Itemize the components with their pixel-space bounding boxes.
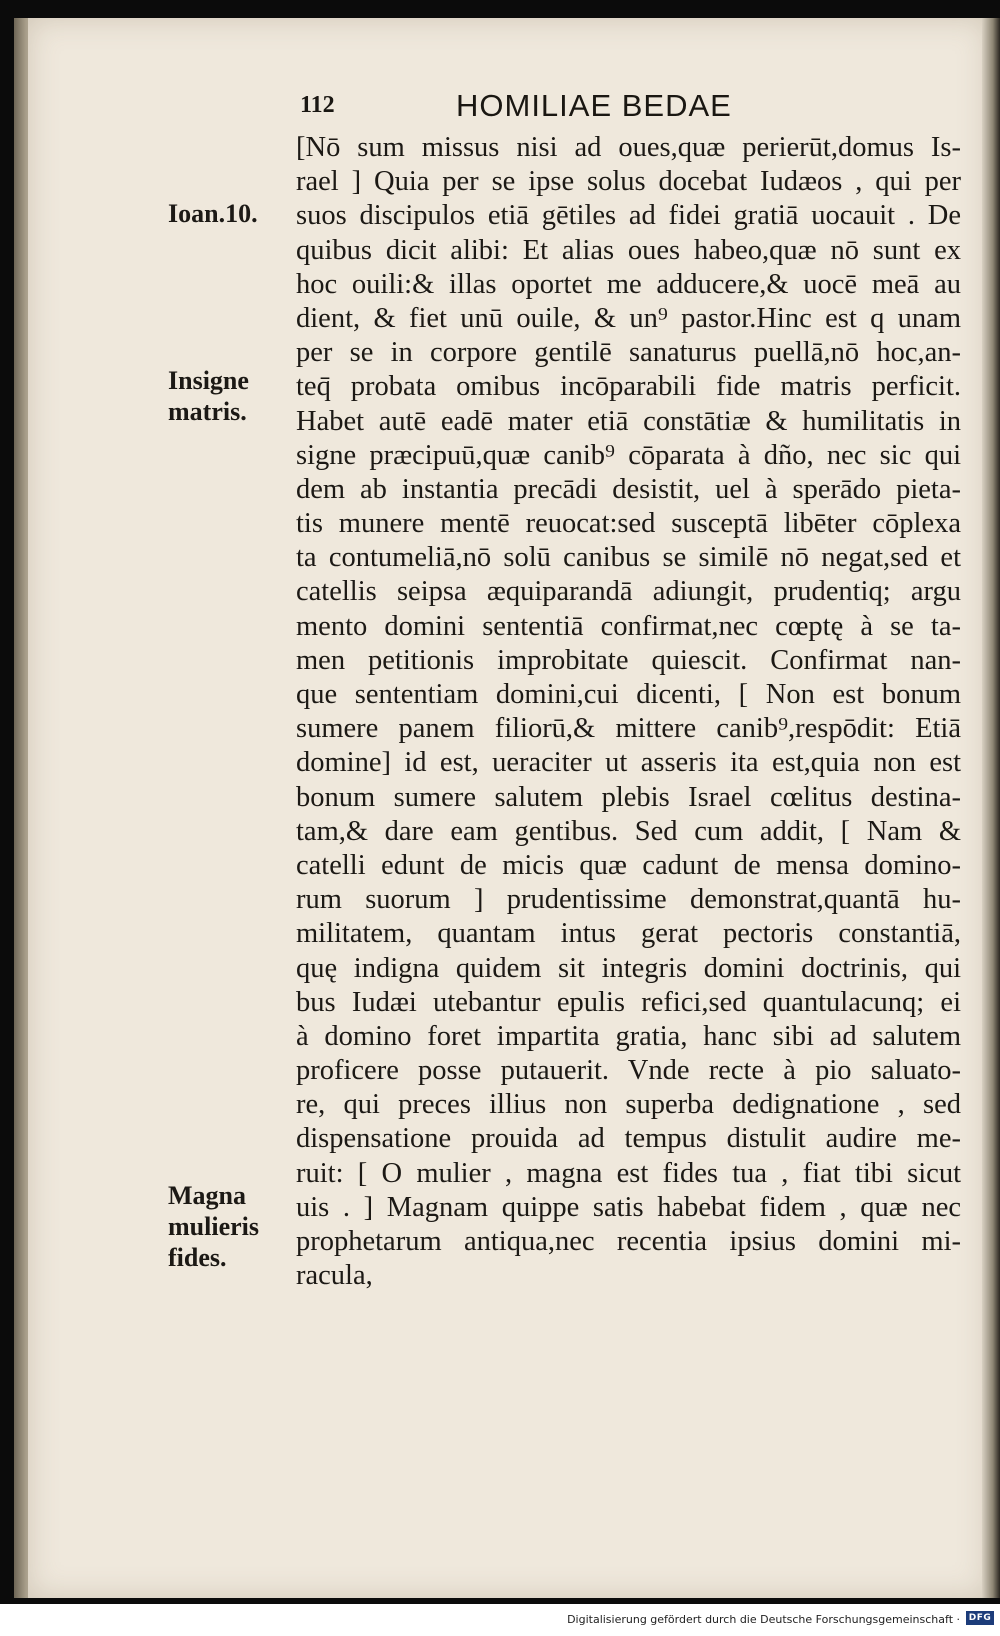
marginal-note-line: Magna: [168, 1181, 246, 1210]
marginal-note: [168, 1180, 288, 1273]
text-line: dispensatione prouida ad tempus distulit audire me-: [296, 1123, 961, 1155]
text-line: uis . ] Magnam quippe satis habebat fidem , quæ nec: [296, 1191, 961, 1223]
dfg-logo: DFG: [966, 1611, 994, 1625]
text-line: ta contumeliā,nō solū canibus se similē nō negat,sed et: [296, 542, 961, 574]
text-line: rael ] Quia per se ipse solus docebat Iudæos , qui per: [296, 166, 961, 198]
text-line: sumere panem filiorū,& mittere canib⁹,respōdit: Etiā: [296, 713, 961, 745]
text-line: hoc ouili:& illas oportet me adducere,& uocē meā au: [296, 268, 961, 300]
page-edge: [982, 18, 1000, 1598]
text-line: bus Iudæi utebantur epulis refici,sed quantulacunq; ei: [296, 986, 961, 1018]
marginal-note-line: mulieris: [168, 1212, 259, 1241]
text-line: dient, & fiet unū ouile, & un⁹ pastor.Hinc est q unam: [296, 302, 961, 334]
text-line: mento domini sententiā confirmat,nec cœptę à se ta-: [296, 610, 961, 642]
text-line: rum suorum ] prudentissime demonstrat,quantā hu-: [296, 884, 961, 916]
text-line: catelli edunt de micis quæ cadunt de mensa domino-: [296, 849, 961, 881]
text-line: militatem, quantam intus gerat pectoris constantiā,: [296, 918, 961, 950]
digitization-note: Digitalisierung gefördert durch die Deutsche Forschungsgemeinschaft ·: [567, 1613, 960, 1626]
text-line: dem ab instantia precādi desistit, uel à sperādo pieta-: [296, 473, 961, 505]
text-line: suos discipulos etiā gētiles ad fidei gratiā uocauit . De: [296, 200, 961, 232]
text-line: catellis seipsa æquiparandā adiungit, prudentiq; argu: [296, 576, 961, 608]
text-line: [Nō sum missus nisi ad oues,quæ perierūt,domus Is-: [296, 132, 961, 163]
text-line: domine] id est, ueraciter ut asseris ita est,quia non est: [296, 747, 961, 779]
catchword: racula,: [296, 1260, 373, 1292]
text-line: ruit: [ O mulier , magna est fides tua , fiat tibi sicut: [296, 1157, 961, 1189]
text-line: tis munere mentē reuocat:sed susceptā libēter cōplexa: [296, 508, 961, 540]
text-line: re, qui preces illius non superba dedignatione , sed: [296, 1089, 961, 1121]
text-line: Habet autē eadē mater etiā constātiæ & humilitatis in: [296, 405, 961, 437]
text-line: quibus dicit alibi: Et alias oues habeo,quæ nō sunt ex: [296, 234, 961, 266]
page-header: [300, 88, 940, 128]
page-number: 112: [300, 92, 335, 118]
marginal-note-line: Insigne: [168, 366, 249, 395]
marginal-note-line: Ioan.10.: [168, 199, 258, 228]
marginal-note-line: matris.: [168, 397, 247, 426]
text-line: men petitionis improbitate quiescit. Confirmat nan-: [296, 644, 961, 676]
marginal-note: [168, 198, 288, 229]
text-line: per se in corpore gentilē sanaturus puellā,nō hoc,an-: [296, 337, 961, 369]
text-line: quę indigna quidem sit integris domini doctrinis, qui: [296, 952, 961, 984]
text-line: que sententiam domini,cui dicenti, [ Non est bonum: [296, 679, 961, 710]
text-line: proficere posse putauerit. Vnde recte à pio saluato-: [296, 1055, 961, 1087]
text-line: signe præcipuū,quæ canib⁹ cōparata à dño, nec sic qui: [296, 439, 961, 471]
marginal-note: [168, 365, 288, 427]
body-text: [296, 131, 961, 1293]
text-line: tam,& dare eam gentibus. Sed cum addit, [ Nam &: [296, 815, 961, 847]
running-title: HOMILIAE BEDAE: [456, 88, 732, 123]
text-line: prophetarum antiqua,nec recentia ipsius domini mi-: [296, 1226, 961, 1257]
text-line: teq̄ probata omibus incōparabili fide matris perficit.: [296, 371, 961, 403]
text-line: bonum sumere salutem plebis Israel cœlitus destina-: [296, 781, 961, 813]
text-line: à domino foret impartita gratia, hanc sibi ad salutem: [296, 1020, 961, 1052]
marginal-note-line: fides.: [168, 1243, 227, 1272]
